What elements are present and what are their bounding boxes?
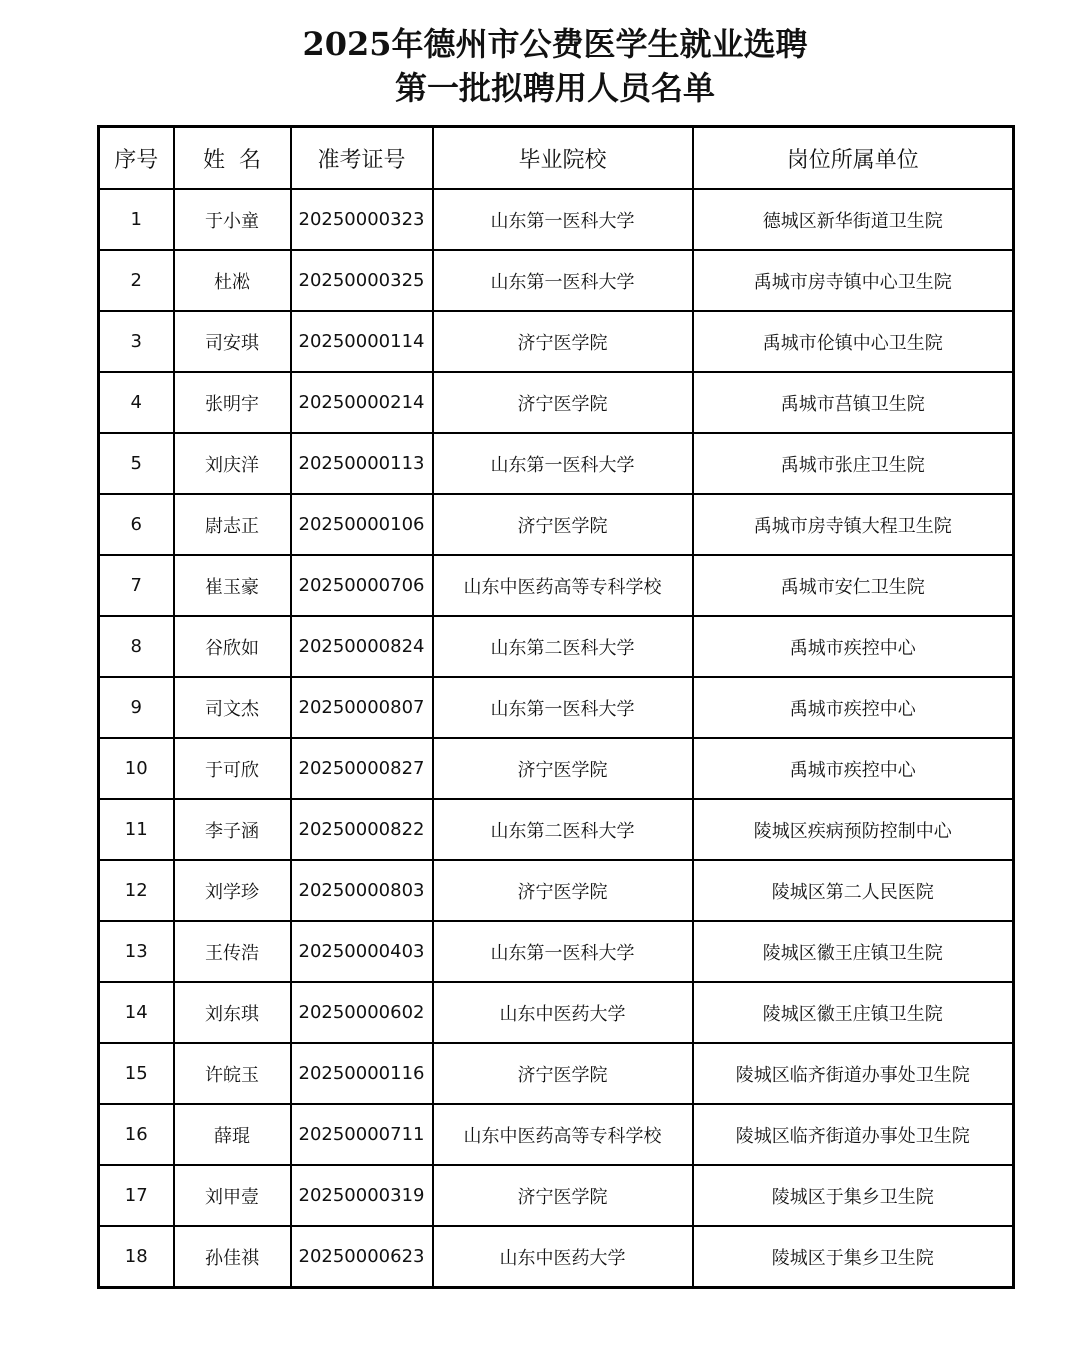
cell-exam-number: 20250000403 xyxy=(291,921,433,982)
cell-index: 5 xyxy=(99,433,174,494)
cell-unit: 禹城市房寺镇中心卫生院 xyxy=(693,250,1014,311)
cell-index: 7 xyxy=(99,555,174,616)
cell-index: 17 xyxy=(99,1165,174,1226)
table-row xyxy=(99,433,1014,494)
cell-index: 12 xyxy=(99,860,174,921)
cell-name: 司文杰 xyxy=(174,677,291,738)
cell-name: 杜凇 xyxy=(174,250,291,311)
table-row xyxy=(99,372,1014,433)
cell-index: 4 xyxy=(99,372,174,433)
cell-index: 9 xyxy=(99,677,174,738)
cell-name: 孙佳祺 xyxy=(174,1226,291,1288)
cell-school: 济宁医学院 xyxy=(433,372,693,433)
cell-unit: 陵城区第二人民医院 xyxy=(693,860,1014,921)
table-row xyxy=(99,189,1014,250)
title-line-2: 第一批拟聘用人员名单 xyxy=(394,69,715,107)
cell-name: 刘学珍 xyxy=(174,860,291,921)
cell-unit: 陵城区于集乡卫生院 xyxy=(693,1165,1014,1226)
cell-exam-number: 20250000325 xyxy=(291,250,433,311)
header-unit: 岗位所属单位 xyxy=(693,127,1014,190)
title-line-1: 2025年德州市公费医学生就业选聘 xyxy=(302,25,808,63)
cell-school: 济宁医学院 xyxy=(433,1165,693,1226)
cell-school: 山东第一医科大学 xyxy=(433,189,693,250)
header-row xyxy=(99,127,1014,190)
cell-school: 山东第一医科大学 xyxy=(433,677,693,738)
cell-school: 济宁医学院 xyxy=(433,311,693,372)
cell-unit: 陵城区徽王庄镇卫生院 xyxy=(693,921,1014,982)
cell-exam-number: 20250000706 xyxy=(291,555,433,616)
cell-exam-number: 20250000214 xyxy=(291,372,433,433)
table-row xyxy=(99,250,1014,311)
cell-school: 山东第一医科大学 xyxy=(433,921,693,982)
table-row xyxy=(99,982,1014,1043)
table-row xyxy=(99,1226,1014,1288)
cell-unit: 禹城市伦镇中心卫生院 xyxy=(693,311,1014,372)
cell-name: 于可欣 xyxy=(174,738,291,799)
cell-index: 14 xyxy=(99,982,174,1043)
cell-index: 6 xyxy=(99,494,174,555)
cell-school: 济宁医学院 xyxy=(433,860,693,921)
cell-exam-number: 20250000827 xyxy=(291,738,433,799)
table-row xyxy=(99,738,1014,799)
cell-exam-number: 20250000113 xyxy=(291,433,433,494)
cell-index: 16 xyxy=(99,1104,174,1165)
cell-name: 刘甲壹 xyxy=(174,1165,291,1226)
cell-unit: 禹城市安仁卫生院 xyxy=(693,555,1014,616)
header-name: 姓 名 xyxy=(174,127,291,190)
cell-school: 山东中医药高等专科学校 xyxy=(433,1104,693,1165)
cell-index: 11 xyxy=(99,799,174,860)
table-row xyxy=(99,616,1014,677)
cell-unit: 陵城区疾病预防控制中心 xyxy=(693,799,1014,860)
cell-unit: 禹城市疾控中心 xyxy=(693,677,1014,738)
cell-exam-number: 20250000106 xyxy=(291,494,433,555)
header-school: 毕业院校 xyxy=(433,127,693,190)
cell-exam-number: 20250000623 xyxy=(291,1226,433,1288)
cell-exam-number: 20250000319 xyxy=(291,1165,433,1226)
document-title xyxy=(0,22,1080,110)
table-row xyxy=(99,494,1014,555)
cell-school: 山东第一医科大学 xyxy=(433,250,693,311)
cell-name: 薛琨 xyxy=(174,1104,291,1165)
cell-exam-number: 20250000114 xyxy=(291,311,433,372)
header-index: 序号 xyxy=(99,127,174,190)
cell-unit: 陵城区徽王庄镇卫生院 xyxy=(693,982,1014,1043)
table-row xyxy=(99,1104,1014,1165)
cell-school: 山东中医药高等专科学校 xyxy=(433,555,693,616)
roster-table xyxy=(97,125,1015,1289)
cell-name: 尉志正 xyxy=(174,494,291,555)
cell-unit: 禹城市疾控中心 xyxy=(693,738,1014,799)
cell-exam-number: 20250000323 xyxy=(291,189,433,250)
cell-school: 济宁医学院 xyxy=(433,1043,693,1104)
cell-exam-number: 20250000824 xyxy=(291,616,433,677)
cell-exam-number: 20250000116 xyxy=(291,1043,433,1104)
cell-unit: 陵城区于集乡卫生院 xyxy=(693,1226,1014,1288)
cell-school: 山东中医药大学 xyxy=(433,1226,693,1288)
cell-name: 许皖玉 xyxy=(174,1043,291,1104)
cell-school: 山东第一医科大学 xyxy=(433,433,693,494)
cell-exam-number: 20250000711 xyxy=(291,1104,433,1165)
cell-unit: 禹城市张庄卫生院 xyxy=(693,433,1014,494)
table-row xyxy=(99,1165,1014,1226)
cell-exam-number: 20250000807 xyxy=(291,677,433,738)
cell-index: 13 xyxy=(99,921,174,982)
cell-name: 于小童 xyxy=(174,189,291,250)
cell-unit: 德城区新华街道卫生院 xyxy=(693,189,1014,250)
cell-school: 济宁医学院 xyxy=(433,494,693,555)
cell-unit: 陵城区临齐街道办事处卫生院 xyxy=(693,1043,1014,1104)
cell-name: 刘庆洋 xyxy=(174,433,291,494)
cell-exam-number: 20250000822 xyxy=(291,799,433,860)
cell-name: 王传浩 xyxy=(174,921,291,982)
table-row xyxy=(99,860,1014,921)
table-row xyxy=(99,677,1014,738)
cell-index: 15 xyxy=(99,1043,174,1104)
cell-exam-number: 20250000803 xyxy=(291,860,433,921)
table-row xyxy=(99,799,1014,860)
table-row xyxy=(99,311,1014,372)
roster-body xyxy=(99,189,1014,1288)
cell-unit: 禹城市房寺镇大程卫生院 xyxy=(693,494,1014,555)
cell-index: 8 xyxy=(99,616,174,677)
cell-unit: 禹城市疾控中心 xyxy=(693,616,1014,677)
cell-name: 谷欣如 xyxy=(174,616,291,677)
header-exam-number: 准考证号 xyxy=(291,127,433,190)
cell-name: 崔玉豪 xyxy=(174,555,291,616)
cell-name: 刘东琪 xyxy=(174,982,291,1043)
cell-index: 18 xyxy=(99,1226,174,1288)
cell-index: 10 xyxy=(99,738,174,799)
cell-unit: 陵城区临齐街道办事处卫生院 xyxy=(693,1104,1014,1165)
cell-school: 山东第二医科大学 xyxy=(433,799,693,860)
cell-name: 张明宇 xyxy=(174,372,291,433)
table-row xyxy=(99,921,1014,982)
cell-school: 山东第二医科大学 xyxy=(433,616,693,677)
cell-school: 济宁医学院 xyxy=(433,738,693,799)
cell-index: 1 xyxy=(99,189,174,250)
cell-school: 山东中医药大学 xyxy=(433,982,693,1043)
cell-name: 李子涵 xyxy=(174,799,291,860)
table-row xyxy=(99,1043,1014,1104)
cell-unit: 禹城市莒镇卫生院 xyxy=(693,372,1014,433)
cell-index: 2 xyxy=(99,250,174,311)
cell-index: 3 xyxy=(99,311,174,372)
cell-name: 司安琪 xyxy=(174,311,291,372)
table-row xyxy=(99,555,1014,616)
cell-exam-number: 20250000602 xyxy=(291,982,433,1043)
